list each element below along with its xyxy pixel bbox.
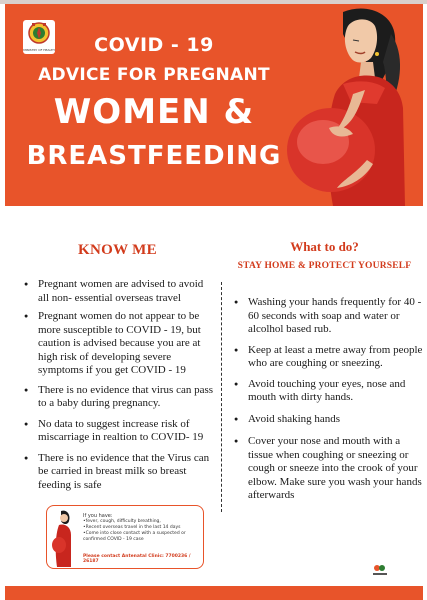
poster-header	[5, 4, 423, 206]
what-to-do-list	[248, 296, 424, 503]
list-item: • Come into close contact with a suspected or confirmed COVID - 19 case	[83, 531, 201, 543]
list-item: ● No data to suggest increase risk of miscarriage in realtion to COVID- 19	[38, 418, 214, 445]
know-me-heading: KNOW ME	[78, 242, 157, 258]
list-item: ● Washing your hands frequently for 40 - 60 seconds with soap and water or alcolhol based rub.	[248, 296, 424, 337]
list-item: ● There is no evidence that the Virus can be carried in breast milk so breast feeding is safe	[38, 452, 214, 493]
list-item: ● Pregnant women do not appear to be more susceptible to COVID - 19, but caution is advised because you are at high risk of developing severe symptoms if you get COVID - 19	[38, 310, 214, 378]
list-item: ● Pregnant women are advised to avoid all non- essential overseas travel	[38, 278, 214, 305]
pregnant-woman-illustration	[273, 4, 423, 206]
list-item: • Recent overseas travel in the last 14 days	[83, 525, 201, 531]
footer-bar	[5, 586, 423, 600]
list-item: ● Avoid touching your eyes, nose and mouth with dirty hands.	[248, 378, 424, 405]
list-item: • fever, cough, difficulty breathing,	[83, 519, 201, 525]
title-line-4: BREASTFEEDING	[26, 141, 282, 171]
list-item: ● Keep at least a metre away from people who are coughing or sneezing.	[248, 344, 424, 371]
partner-logo-icon	[370, 563, 390, 577]
what-to-do-heading: What to do?	[290, 239, 359, 254]
what-to-do-section	[222, 206, 427, 586]
title-line-3: WOMEN &	[53, 92, 255, 132]
clinic-contact: Please contact Antenatal Clinic: 7700236 / 26187	[83, 554, 191, 564]
title-line-1: COVID - 19	[94, 34, 214, 56]
logo-caption: MINISTRY OF HEALTH	[23, 48, 55, 52]
list-item: ● Avoid shaking hands	[248, 413, 424, 427]
list-item: ● Cover your nose and mouth with a tissue when coughing or sneezing or cough or sneeze into the crook of your elbow. Make sure you wash your hands afterwards	[248, 435, 424, 503]
list-item: ● There is no evidence that virus can pass to a baby during pregnancy.	[38, 384, 214, 411]
symptoms-contact-box	[46, 505, 204, 569]
stay-home-subheading: STAY HOME & PROTECT YOURSELF	[237, 261, 412, 271]
contact-box-heading: If you have:	[83, 513, 113, 519]
symptom-list	[83, 519, 201, 543]
know-me-list	[38, 278, 214, 492]
title-line-2: ADVICE FOR PREGNANT	[38, 65, 270, 85]
poster-title	[23, 34, 285, 174]
pregnant-woman-thumbnail	[51, 509, 75, 567]
